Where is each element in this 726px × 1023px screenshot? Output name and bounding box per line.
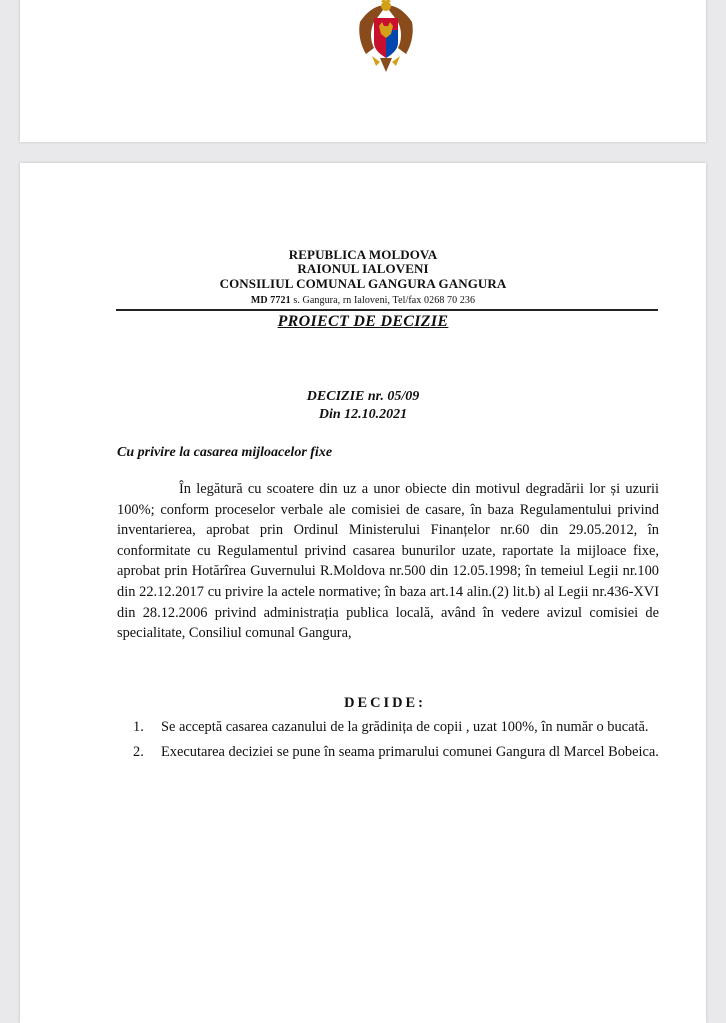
decision-items — [133, 717, 663, 766]
preamble-paragraph — [117, 479, 659, 644]
country-heading: REPUBLICA MOLDOVA — [288, 247, 438, 262]
decision-item — [133, 742, 663, 763]
preamble-text: În legătură cu scoatere din uz a unor obiecte din motivul degradării lor și uzurii 100%; conform proceselor verbale ale comisiei de casare, în baza Regulamentului privind inventarierea, aprobat prin Ordinul Ministerului Finanțelor nr.60 din 29.05.2012, în conformitate cu Regulamentul privind casarea bunurilor uzate, raportate la mijloace fixe, aprobat prin Hotărîrea Guvernului R.Moldova nr.500 din 12.05.1998; în temeiul Legii nr.100 din 22.12.2017 cu privire la actele normative; în baza art.14 alin.(2) lit.b) al Legii nr.436-XVI din 28.12.2006 privind administrația publica locală, având în vedere avizul comisiei de specialitate, Consiliul comunal Gangura, — [117, 481, 659, 642]
council-address — [20, 295, 706, 306]
document-page — [20, 163, 706, 1023]
draft-title: PROIECT DE DECIZIE — [277, 313, 449, 330]
decision-subject: Cu privire la casarea mijloacelor fixe — [117, 445, 333, 460]
decision-date: Din 12.10.2021 — [318, 407, 408, 422]
item-text: Executarea deciziei se pune în seama primarului comunei Gangura dl Marcel Bobeica. — [161, 743, 659, 760]
decision-number: DECIZIE nr. 05/09 — [306, 389, 420, 404]
decision-item — [133, 717, 663, 738]
address-line: s. Gangura, rn Ialoveni, Tel/fax 0268 70 236 — [293, 295, 476, 306]
item-number: 2. — [133, 743, 144, 760]
decide-heading: DECIDE: — [344, 695, 426, 711]
previous-page — [20, 0, 706, 142]
header-divider — [116, 309, 658, 311]
item-text: Se acceptă casarea cazanului de la grădinița de copii , uzat 100%, în număr o bucată. — [161, 719, 649, 735]
postal-code: MD 7721 — [250, 295, 291, 306]
district-heading: RAIONUL IALOVENI — [297, 261, 429, 276]
item-number: 1. — [133, 719, 144, 735]
moldova-coat-of-arms-icon — [350, 0, 422, 76]
council-heading: CONSILIUL COMUNAL GANGURA GANGURA — [219, 276, 507, 291]
